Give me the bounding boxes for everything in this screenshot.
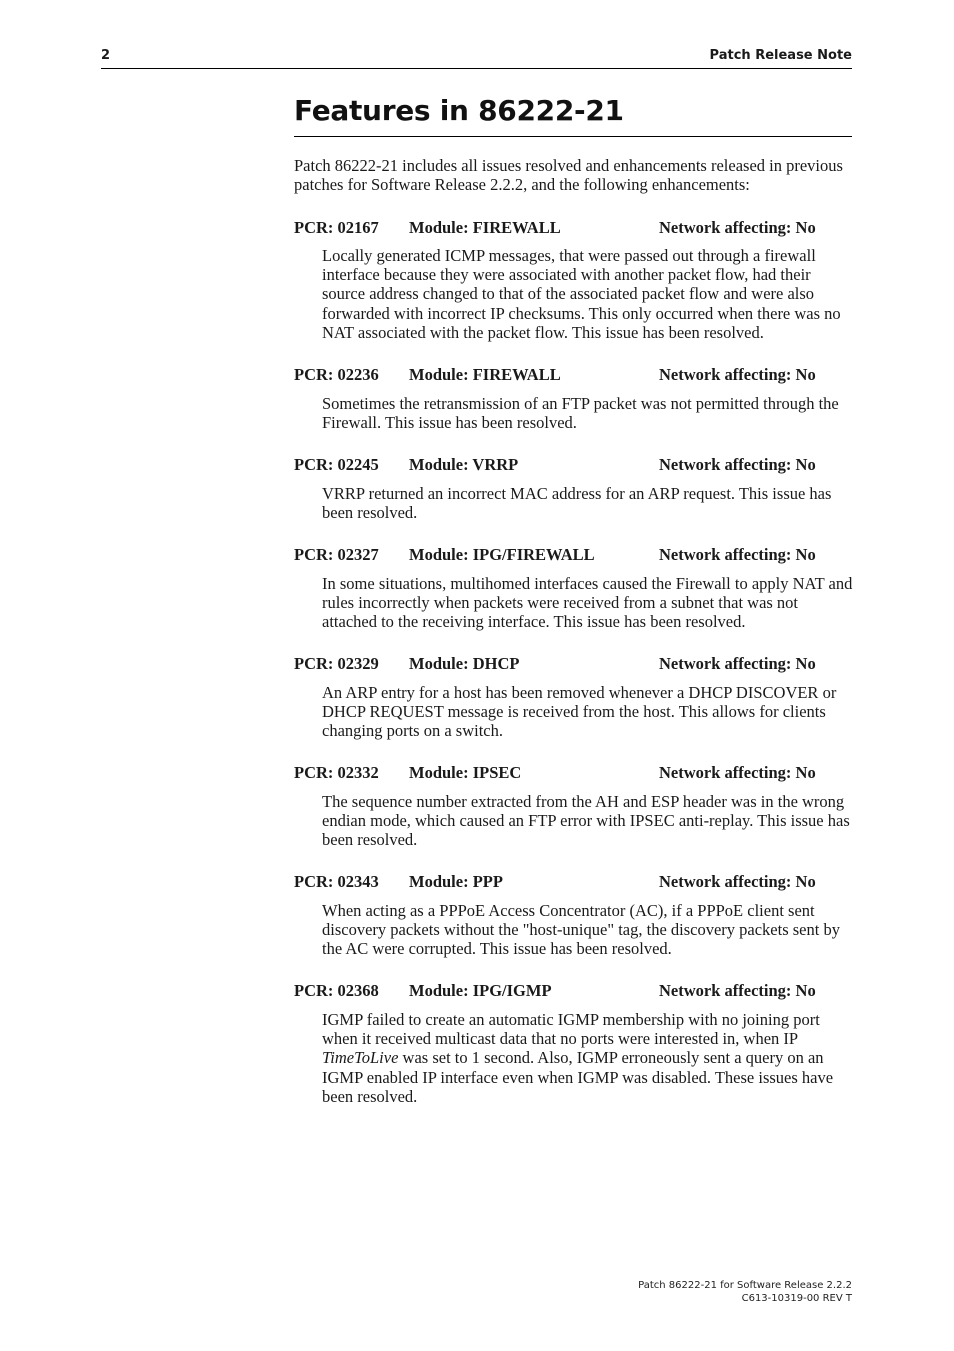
pcr-header-row — [294, 455, 854, 475]
module-name: Module: FIREWALL — [409, 218, 561, 237]
footer-release-line: Patch 86222-21 for Software Release 2.2.2 — [638, 1280, 852, 1291]
pcr-number: PCR: 02236 — [294, 365, 379, 384]
module-name: Module: IPG/IGMP — [409, 981, 552, 1000]
pcr-number: PCR: 02332 — [294, 763, 379, 782]
pcr-header-row — [294, 545, 854, 565]
network-affecting: Network affecting: No — [659, 872, 816, 891]
module-name: Module: IPSEC — [409, 763, 522, 782]
network-affecting: Network affecting: No — [659, 365, 816, 384]
module-name: Module: VRRP — [409, 455, 519, 474]
desc-text: was set to 1 second. Also, IGMP erroneously sent a query on an IGMP enabled IP interface even when IGMP was disabled. These issues have been resolved. — [322, 1048, 834, 1106]
intro-paragraph: Patch 86222-21 includes all issues resolved and enhancements released in previous patches for Software Release 2.2.2, and the following enhancements: — [294, 156, 843, 195]
pcr-description: The sequence number extracted from the AH and ESP header was in the wrong endian mode, which caused an FTP error with IPSEC anti-replay. This issue has been resolved. — [322, 792, 850, 850]
running-header-title: Patch Release Note — [709, 48, 852, 63]
module-name: Module: PPP — [409, 872, 503, 891]
network-affecting: Network affecting: No — [659, 545, 816, 564]
pcr-header-row — [294, 981, 854, 1001]
network-affecting: Network affecting: No — [659, 455, 816, 474]
pcr-description: When acting as a PPPoE Access Concentrator (AC), if a PPPoE client sent discovery packets without the "host-unique" tag, the discovery packets sent by the AC were corrupted. This issue has been resolved. — [322, 901, 840, 959]
pcr-description: Locally generated ICMP messages, that were passed out through a firewall interface because they were associated with another packet flow, had their source address changed to that of the associated packet flow and were also forwarded with incorrect IP checksums. This only occurred when there was no NAT associated with the packet flow. This issue has been resolved. — [322, 246, 841, 342]
footer-doc-code: C613-10319-00 REV T — [741, 1292, 852, 1304]
module-name: Module: IPG/FIREWALL — [409, 545, 595, 564]
network-affecting: Network affecting: No — [659, 654, 816, 673]
pcr-number: PCR: 02327 — [294, 545, 379, 564]
network-affecting: Network affecting: No — [659, 763, 816, 782]
page-footer — [638, 1280, 852, 1305]
pcr-header-row — [294, 218, 854, 238]
module-name: Module: FIREWALL — [409, 365, 561, 384]
pcr-description: VRRP returned an incorrect MAC address for an ARP request. This issue has been resolved. — [322, 484, 832, 523]
section-heading: Features in 86222-21 — [294, 94, 624, 127]
page-number: 2 — [101, 48, 111, 63]
pcr-number: PCR: 02368 — [294, 981, 379, 1000]
pcr-number: PCR: 02329 — [294, 654, 379, 673]
network-affecting: Network affecting: No — [659, 218, 816, 237]
pcr-number: PCR: 02167 — [294, 218, 379, 237]
pcr-description: An ARP entry for a host has been removed whenever a DHCP DISCOVER or DHCP REQUEST message is received from the host. This allows for clients changing ports on a switch. — [322, 683, 837, 741]
pcr-header-row — [294, 365, 854, 385]
pcr-description: In some situations, multihomed interfaces caused the Firewall to apply NAT and rules incorrectly when packets were received from a subnet that was not attached to the receiving interface. This issue has been resolved. — [322, 574, 853, 632]
pcr-description: Sometimes the retransmission of an FTP packet was not permitted through the Firewall. This issue has been resolved. — [322, 394, 839, 433]
desc-text: IGMP failed to create an automatic IGMP membership with no joining port when it received multicast data that no ports were interested in, when IP — [322, 1010, 820, 1049]
pcr-header-row — [294, 763, 854, 783]
pcr-description — [322, 1010, 854, 1106]
pcr-number: PCR: 02245 — [294, 455, 379, 474]
module-name: Module: DHCP — [409, 654, 520, 673]
pcr-header-row — [294, 654, 854, 674]
header-rule — [101, 68, 852, 69]
emphasis-term: TimeToLive — [322, 1048, 399, 1068]
pcr-header-row — [294, 872, 854, 892]
pcr-number: PCR: 02343 — [294, 872, 379, 891]
network-affecting: Network affecting: No — [659, 981, 816, 1000]
heading-rule — [294, 136, 852, 137]
